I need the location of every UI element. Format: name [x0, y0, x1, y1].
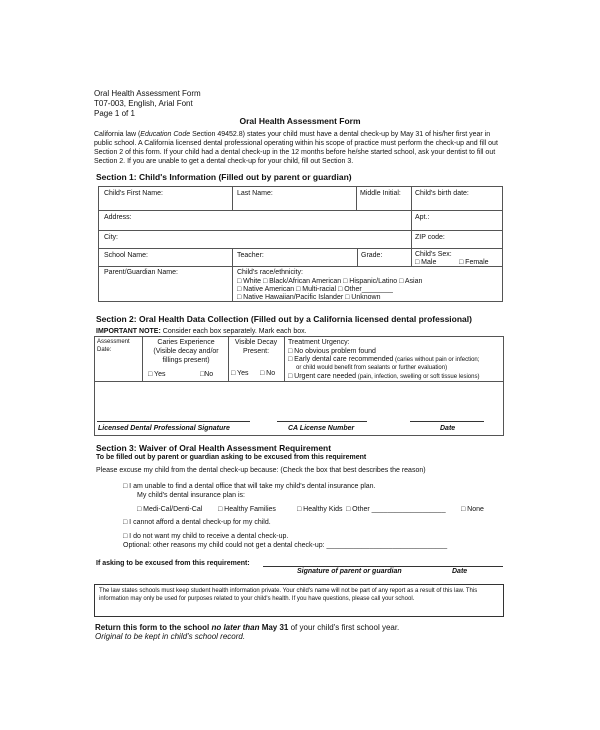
privacy-notice-text: The law states schools must keep student health information private. Your child's name will not be part of any report as a result of this law. This information may only be used for purposes related to your child's health. If you have questions, please call your school.	[99, 588, 478, 602]
race-label: Child's race/ethnicity:	[237, 269, 303, 276]
section2-heading: Section 2: Oral Health Data Collection (Filled out by a California licensed dental professional)	[96, 314, 472, 324]
sex-male-checkbox[interactable]: □ Male	[415, 259, 437, 266]
dental-date-label: Date	[440, 425, 456, 432]
form-code: T07-003, English, Arial Font	[94, 99, 193, 108]
waiver-not-want-checkbox[interactable]: □ I do not want my child to receive a dental check-up.	[123, 533, 289, 540]
form-name: Oral Health Assessment Form	[94, 89, 201, 98]
plan-none-checkbox[interactable]: □ None	[461, 506, 484, 513]
grade-label[interactable]: Grade:	[361, 252, 383, 259]
plan-other-checkbox[interactable]: □ Other ___________________	[346, 506, 446, 513]
last-name-label[interactable]: Last Name:	[237, 190, 273, 197]
section3-instruction: Please excuse my child from the dental check-up because: (Check the box that best describes the reason)	[96, 467, 426, 474]
plan-medical-checkbox[interactable]: □ Medi-Cal/Denti-Cal	[137, 506, 203, 513]
urgency-early-care-checkbox[interactable]: □ Early dental care recommended (caries without pain or infection;	[288, 356, 480, 363]
apt-label[interactable]: Apt.:	[415, 214, 430, 221]
race-options-row2[interactable]: □ Native American □ Multi-racial □ Other________	[237, 286, 393, 293]
license-number-line[interactable]	[277, 421, 367, 422]
decay-yes-checkbox[interactable]: □ Yes	[231, 370, 249, 377]
section3-subheading: To be filled out by parent or guardian asking to be excused from this requirement	[96, 454, 367, 461]
return-instruction: Return this form to the school no later than May 31 of your child's first school year.	[95, 623, 400, 632]
sex-female-checkbox[interactable]: □ Female	[459, 259, 489, 266]
waiver-afford-checkbox[interactable]: □ I cannot afford a dental check-up for my child.	[123, 519, 271, 526]
zip-label[interactable]: ZIP code:	[415, 234, 445, 241]
urgency-no-problem-checkbox[interactable]: □ No obvious problem found	[288, 348, 376, 355]
middle-initial-label[interactable]: Middle Initial:	[360, 190, 401, 197]
urgency-early-care-note: or child would benefit from sealants or further evaluation)	[296, 365, 448, 371]
original-record-note: Original to be kept in child's school record.	[95, 632, 246, 641]
optional-reason-field[interactable]: Optional: other reasons my child could not get a dental check-up: _______________________________	[123, 542, 448, 549]
first-name-label[interactable]: Child's First Name:	[104, 190, 163, 197]
page-title: Oral Health Assessment Form	[239, 116, 361, 126]
license-number-label: CA License Number	[288, 425, 355, 432]
teacher-label[interactable]: Teacher:	[237, 252, 264, 259]
dental-date-line[interactable]	[410, 421, 484, 422]
page-info: Page 1 of 1	[94, 109, 135, 118]
address-label[interactable]: Address:	[104, 214, 132, 221]
caries-no-checkbox[interactable]: □No	[200, 371, 214, 378]
birth-date-label[interactable]: Child's birth date:	[415, 190, 469, 197]
parent-date-label: Date	[452, 568, 468, 575]
dental-signature-label: Licensed Dental Professional Signature	[98, 425, 230, 432]
parent-name-label[interactable]: Parent/Guardian Name:	[104, 269, 178, 276]
city-label[interactable]: City:	[104, 234, 118, 241]
asking-excused-label: If asking to be excused from this requirement:	[96, 560, 250, 567]
decay-no-checkbox[interactable]: □ No	[260, 370, 276, 377]
dental-signature-line[interactable]	[97, 421, 250, 422]
intro-paragraph: California law (Education Code Section 49452.8) states your child must have a dental check-up by May 31 of his/her first year in public school. A California licensed dental professional operating within his scope of practice must perform the check-up and fill out Section 2 of this form. If your child had a dental check-up in the 12 months before he/she started school, ask your dentist to fill out Section 2. If you are unable to get a dental check-up for your child, fill out Section 3.	[94, 131, 498, 165]
caries-yes-checkbox[interactable]: □ Yes	[148, 371, 166, 378]
urgency-header: Treatment Urgency:	[288, 339, 350, 346]
section1-heading: Section 1: Child's Information (Filled out by parent or guardian)	[96, 172, 352, 182]
section3-heading: Section 3: Waiver of Oral Health Assessment Requirement	[96, 443, 332, 453]
plan-healthy-kids-checkbox[interactable]: □ Healthy Kids	[297, 506, 343, 513]
sex-label: Child's Sex:	[415, 251, 452, 258]
caries-header: Caries Experience (Visible decay and/or fillings present)	[153, 339, 219, 364]
urgency-urgent-checkbox[interactable]: □ Urgent care needed (pain, infection, swelling or soft tissue lesions)	[288, 373, 480, 380]
plan-healthy-families-checkbox[interactable]: □ Healthy Families	[218, 506, 276, 513]
school-name-label[interactable]: School Name:	[104, 252, 148, 259]
parent-signature-label: Signature of parent or guardian	[297, 568, 402, 575]
important-note: IMPORTANT NOTE: Consider each box separately. Mark each box.	[96, 328, 307, 335]
race-options-row1[interactable]: □ White □ Black/African American □ Hispanic/Latino □ Asian	[237, 278, 423, 285]
race-options-row3[interactable]: □ Native Hawaiian/Pacific Islander □ Unknown	[237, 294, 381, 301]
insurance-plan-label: My child's dental insurance plan is:	[137, 492, 245, 499]
decay-header: Visible Decay Present:	[234, 339, 278, 355]
assessment-header: Assessment Date:	[97, 339, 130, 353]
waiver-insurance-checkbox[interactable]: □ I am unable to find a dental office that will take my child's dental insurance plan.	[123, 483, 376, 490]
